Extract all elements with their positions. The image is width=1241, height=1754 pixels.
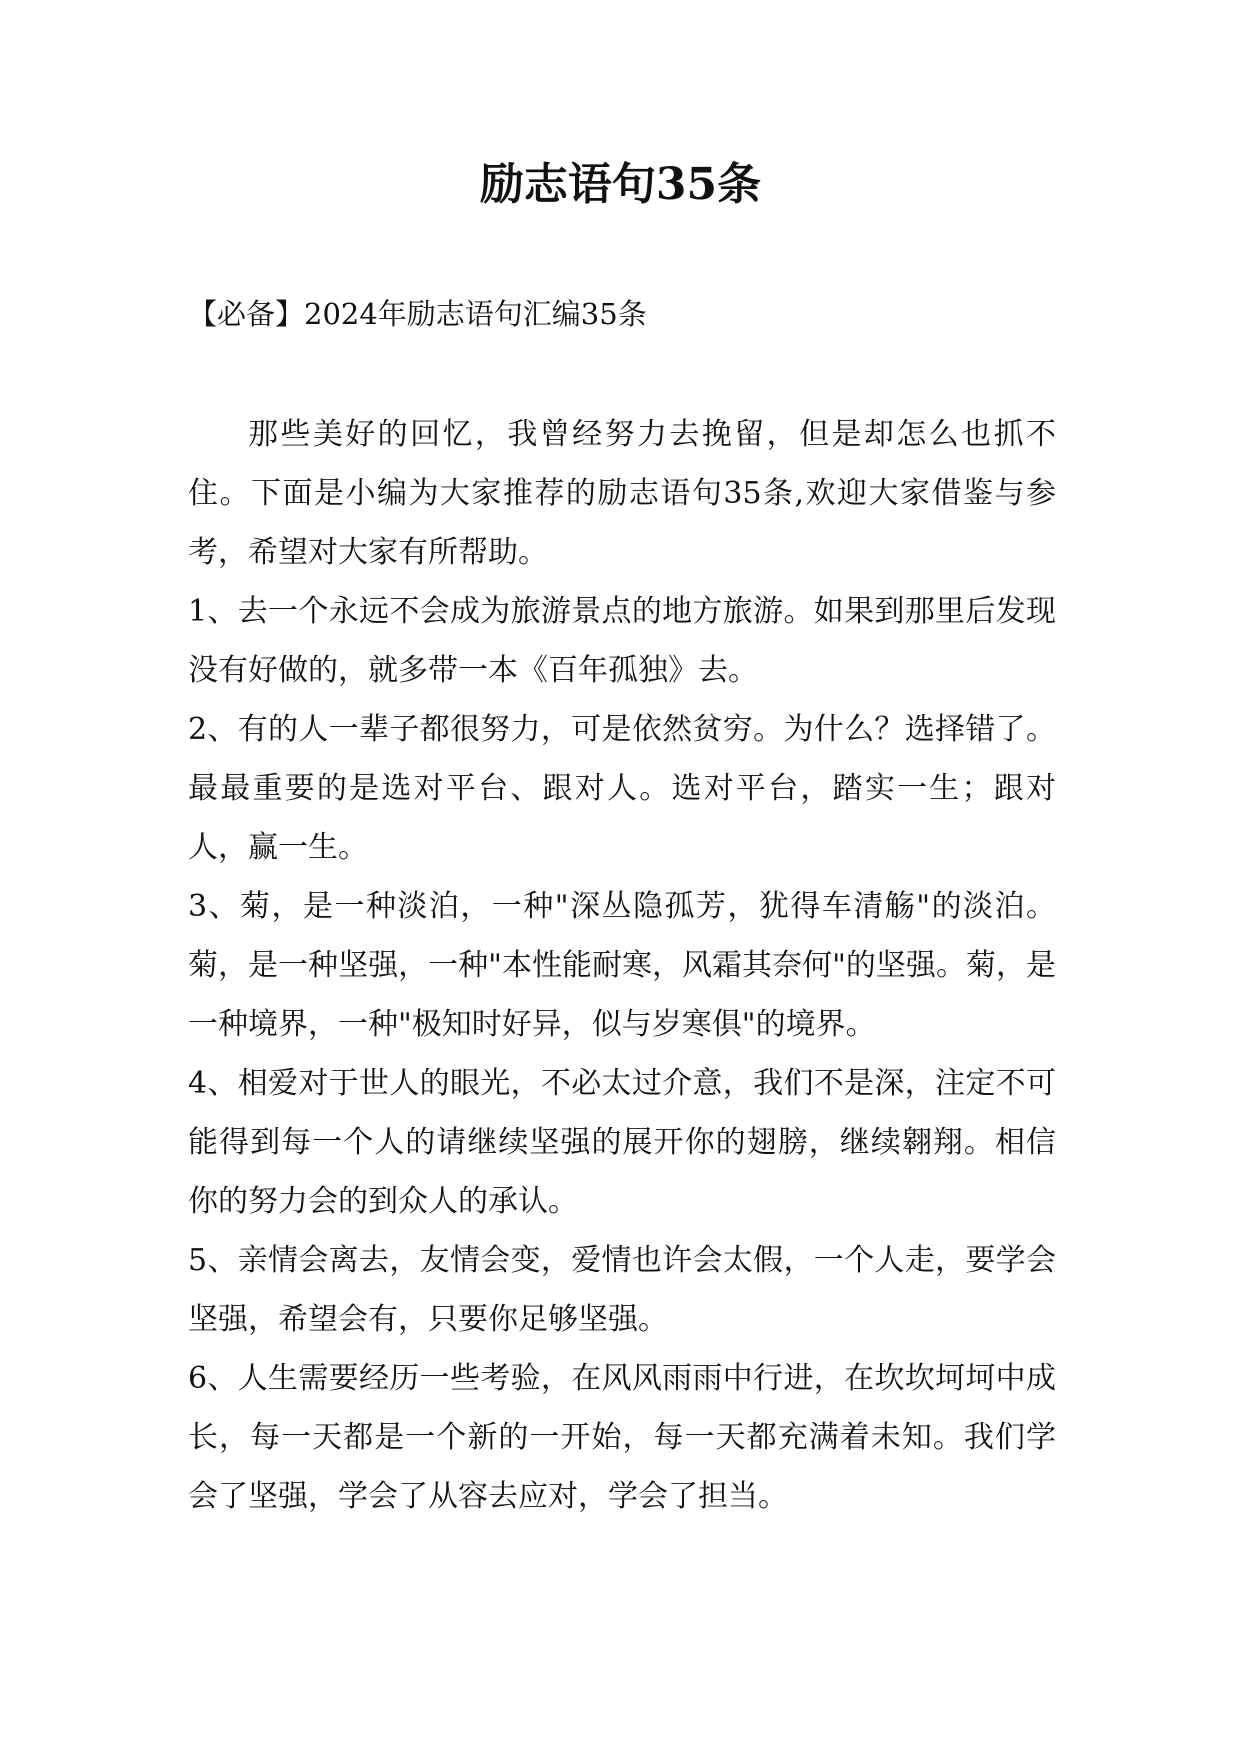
list-item-4: 4、相爱对于世人的眼光，不必太过介意，我们不是深，注定不可能得到每一个人的请继续坚强的展开你的翅膀，继续翱翔。相信你的努力会的到众人的承认。 xyxy=(188,1066,1056,1219)
document-body xyxy=(188,405,1056,1526)
list-item-2: 2、有的人一辈子都很努力，可是依然贫穷。为什么？选择错了。最最重要的是选对平台、跟对人。选对平台，踏实一生；跟对人，赢一生。 xyxy=(188,712,1056,865)
document-subtitle: 【必备】2024年励志语句汇编35条 xyxy=(188,297,647,331)
intro-paragraph: 那些美好的回忆，我曾经努力去挽留，但是却怎么也抓不住。下面是小编为大家推荐的励志语句35条,欢迎大家借鉴与参考，希望对大家有所帮助。 xyxy=(188,417,1056,570)
list-item-5: 5、亲情会离去，友情会变，爱情也许会太假，一个人走，要学会坚强，希望会有，只要你足够坚强。 xyxy=(188,1243,1056,1337)
list-item-1: 1、去一个永远不会成为旅游景点的地方旅游。如果到那里后发现没有好做的，就多带一本《百年孤独》去。 xyxy=(188,594,1056,688)
document-title: 励志语句35条 xyxy=(479,159,762,210)
list-item-3: 3、菊，是一种淡泊，一种"深丛隐孤芳，犹得车清觞"的淡泊。菊，是一种坚强，一种"本性能耐寒，风霜其奈何"的坚强。菊，是一种境界，一种"极知时好异，似与岁寒俱"的境界。 xyxy=(188,889,1056,1042)
list-item-6: 6、人生需要经历一些考验，在风风雨雨中行进，在坎坎坷坷中成长，每一天都是一个新的一开始，每一天都充满着未知。我们学会了坚强，学会了从容去应对，学会了担当。 xyxy=(188,1361,1056,1514)
